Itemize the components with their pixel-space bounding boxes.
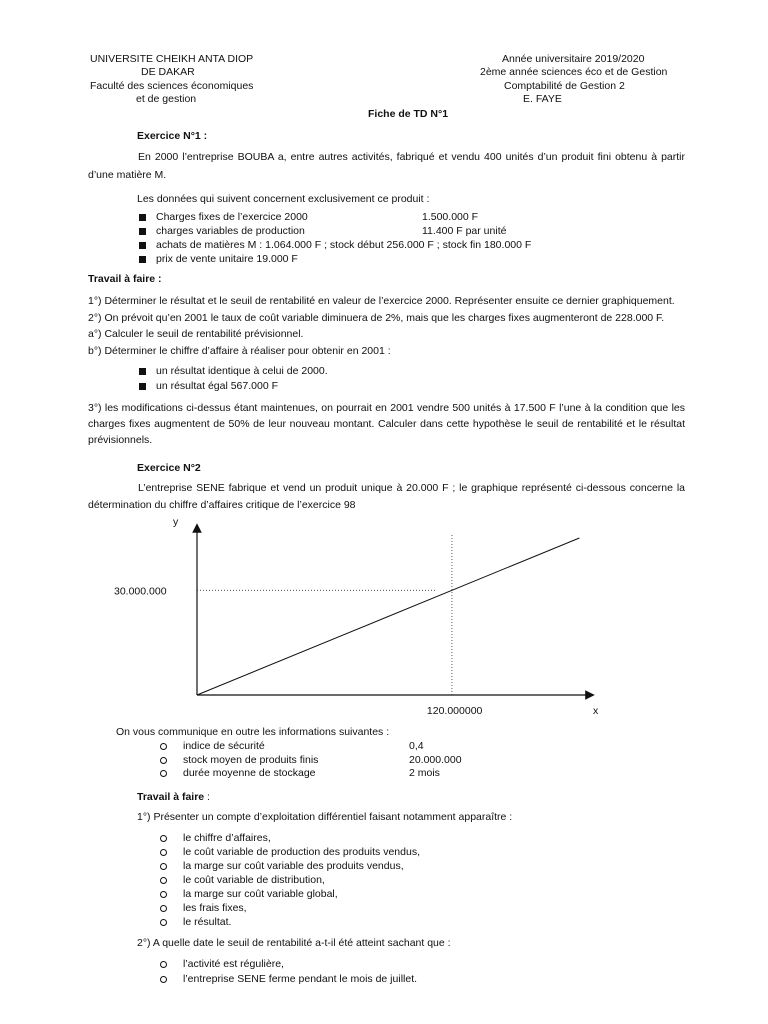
ex2-intro — [88, 480, 685, 514]
header-faculty-2: et de gestion — [136, 93, 197, 105]
ex2-info-item — [160, 753, 167, 767]
ex2-q2-item — [160, 957, 167, 971]
ex1-item — [139, 238, 531, 252]
ex2-work-title-colon: : — [204, 791, 210, 803]
ex1-q2b-item — [139, 364, 328, 378]
ex2-q1-item-label: la marge sur coût variable des produits vendus, — [183, 860, 404, 872]
ex1-q2b: b°) Déterminer le chiffre d’affaire à réaliser pour obtenir en 2001 : — [88, 345, 391, 357]
header-author: E. FAYE — [523, 93, 562, 105]
ex2-q1-item-label: le chiffre d’affaires, — [183, 832, 271, 844]
ex2-info-value: 20.000.000 — [409, 754, 462, 766]
ex2-q2-item-label: l’entreprise SENE ferme pendant le mois de juillet. — [183, 973, 418, 985]
ex2-q1-item-label: les frais fixes, — [183, 902, 247, 914]
ex2-q1-item-label: la marge sur coût variable global, — [183, 888, 338, 900]
ex2-q1-item — [160, 887, 167, 901]
ex2-info-label: stock moyen de produits finis — [183, 754, 319, 766]
ex2-q1-item — [160, 831, 167, 845]
ex1-item-label: Charges fixes de l’exercice 2000 — [156, 211, 308, 223]
x-tick-label: 120.000000 — [426, 705, 483, 717]
ex2-work-title — [137, 791, 210, 803]
ex2-q1-item — [160, 845, 167, 859]
ex2-q1-item — [160, 901, 167, 915]
header-university: UNIVERSITE CHEIKH ANTA DIOP — [90, 53, 254, 65]
ex1-item-label: achats de matières M : 1.064.000 F ; stock début 256.000 F ; stock fin 180.000 F — [156, 239, 532, 251]
ex2-q1-item-label: le coût variable de production des produits vendus, — [183, 846, 420, 858]
ex1-q3: 3°) les modifications ci-dessus étant maintenues, on pourrait en 2001 vendre 500 unités à 17.500 F l’une à la condition que les charges fixes augmentent de 50% de leur nouveau montant. Calculer dans cette hypothèse le seuil de rentabilité et le résultat prévisionnels. — [88, 402, 685, 446]
ex1-work-title: Travail à faire : — [88, 273, 162, 285]
ex1-item-value: 1.500.000 F — [422, 211, 479, 223]
header-academic-year: Année universitaire 2019/2020 — [502, 53, 645, 65]
ex2-info-intro: On vous communique en outre les informations suivantes : — [116, 726, 390, 738]
header-city: DE DAKAR — [141, 66, 195, 78]
ex1-q2a: a°) Calculer le seuil de rentabilité prévisionnel. — [88, 328, 304, 340]
ex1-intro-text: En 2000 l’entreprise BOUBA a, entre autres activités, fabriqué et vendu 400 unités d’un produit fini obtenu à partir d’une matière M. — [88, 151, 685, 181]
doc-title: Fiche de TD N°1 — [368, 108, 449, 120]
ex2-q1-item-label: le coût variable de distribution, — [183, 874, 325, 886]
ex1-q2b-item-label: un résultat identique à celui de 2000. — [156, 365, 328, 377]
ex2-q1-item-label: le résultat. — [183, 916, 232, 928]
ex2-title: Exercice N°2 — [137, 462, 201, 474]
ex1-item — [139, 224, 305, 238]
ex2-q2: 2°) A quelle date le seuil de rentabilité a-t-il été atteint sachant que : — [137, 937, 451, 949]
ex2-info-item — [160, 739, 167, 753]
ex1-q2b-item — [139, 379, 278, 393]
ex2-q1-item — [160, 859, 167, 873]
ex2-q2-item-label: l’activité est régulière, — [183, 958, 284, 970]
ex1-item-label: charges variables de production — [156, 225, 305, 237]
ex2-q1-item — [160, 915, 167, 929]
ex2-info-value: 2 mois — [409, 767, 440, 779]
ex2-q1: 1°) Présenter un compte d’exploitation différentiel faisant notamment apparaître : — [137, 811, 513, 823]
series-line — [197, 538, 579, 695]
ex1-item-value: 11.400 F par unité — [422, 225, 507, 237]
breakeven-chart — [0, 510, 768, 730]
header-course: Comptabilité de Gestion 2 — [504, 80, 625, 92]
ex2-work-title-text: Travail à faire — [137, 791, 205, 803]
ex1-intro — [88, 148, 685, 184]
ex1-q2b-item-label: un résultat égal 567.000 F — [156, 380, 279, 392]
ex1-item — [139, 210, 308, 224]
ex2-info-label: indice de sécurité — [183, 740, 265, 752]
ex1-title: Exercice N°1 : — [137, 130, 208, 142]
ex2-q1-item — [160, 873, 167, 887]
ex2-q2-item — [160, 972, 167, 986]
ex1-item-label: prix de vente unitaire 19.000 F — [156, 253, 298, 265]
ex1-q2: 2°) On prévoit qu’en 2001 le taux de coût variable diminuera de 2%, mais que les charges fixes augmenteront de 228.000 F. — [88, 312, 665, 324]
ex1-q1: 1°) Déterminer le résultat et le seuil de rentabilité en valeur de l’exercice 2000. Représenter ensuite ce dernier graphiquement. — [88, 295, 675, 307]
ex1-item — [139, 252, 298, 266]
ex1-data-intro: Les données qui suivent concernent exclusivement ce produit : — [137, 193, 430, 205]
ex2-info-value: 0,4 — [409, 740, 424, 752]
header-level: 2ème année sciences éco et de Gestion — [480, 66, 668, 78]
header-faculty: Faculté des sciences économiques — [90, 80, 254, 92]
ex2-info-item — [160, 766, 167, 780]
y-axis-label: y — [173, 516, 179, 528]
ex2-intro-text: L’entreprise SENE fabrique et vend un produit unique à 20.000 F ; le graphique représenté ci-dessous concerne la détermination du chiffre d’affaires critique de l’exercice 98 — [88, 482, 685, 511]
ex2-info-label: durée moyenne de stockage — [183, 767, 316, 779]
y-tick-label: 30.000.000 — [114, 585, 167, 598]
x-axis-label: x — [593, 705, 599, 717]
